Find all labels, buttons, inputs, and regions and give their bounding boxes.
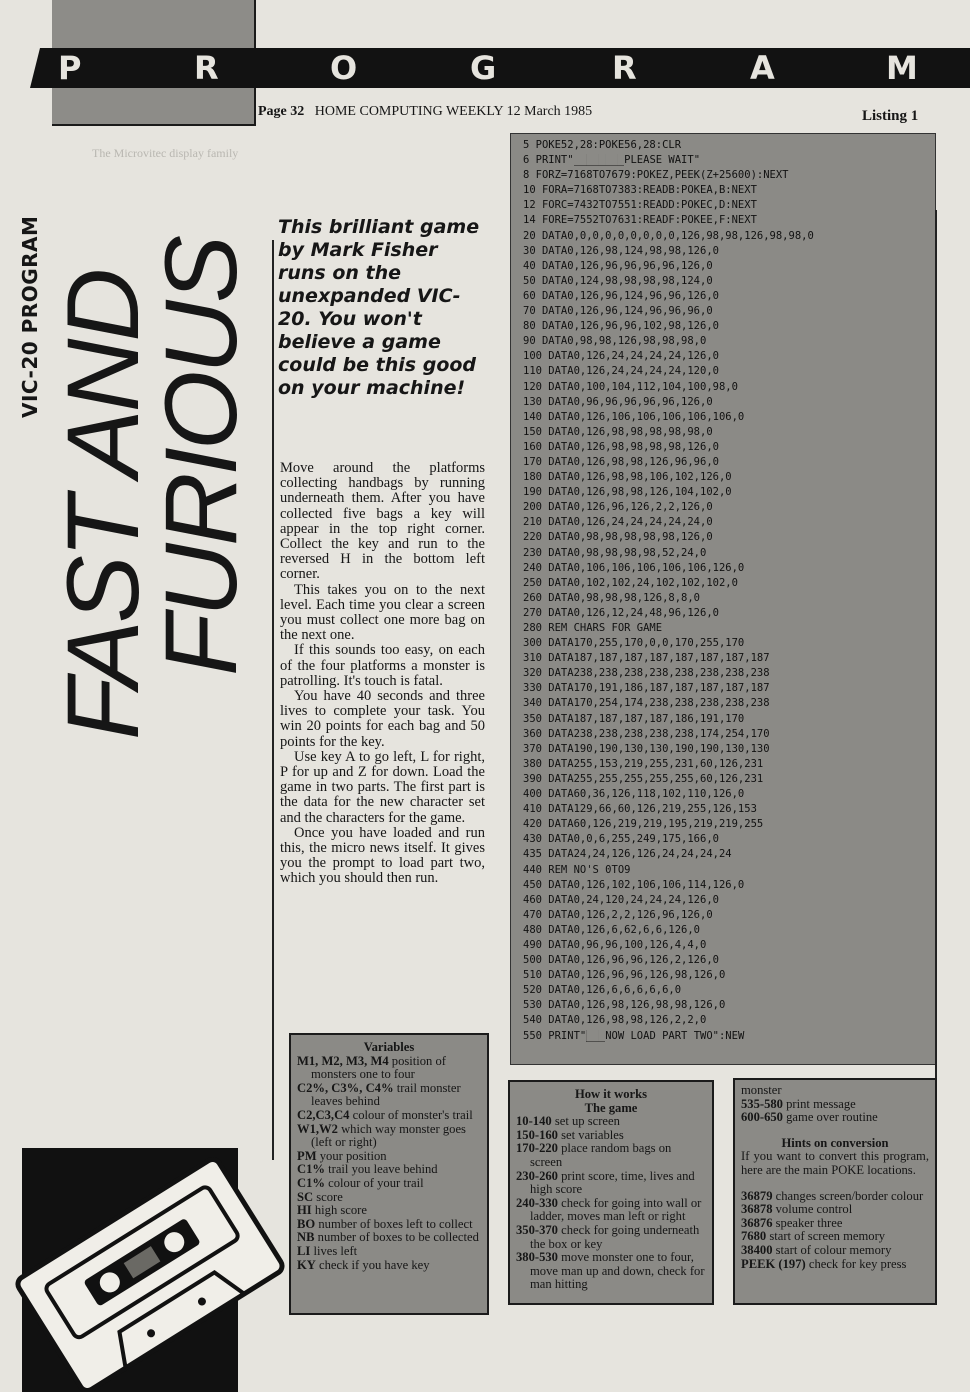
key-value-row <box>516 1142 706 1169</box>
listing-line: 70 DATA0,126,96,124,96,96,96,0 <box>523 305 713 318</box>
banner-letter: A <box>750 49 775 87</box>
key-value-row <box>297 1150 481 1164</box>
show-through-text: The Microvitec display family <box>92 146 239 160</box>
row-key: 36879 <box>741 1188 773 1203</box>
variables-list <box>297 1055 481 1273</box>
listing-line: 80 DATA0,126,96,96,102,98,126,0 <box>523 320 719 333</box>
listing-line: 340 DATA170,254,174,238,238,238,238,238 <box>523 697 770 710</box>
row-value: print score, time, lives and high score <box>530 1168 695 1197</box>
key-value-row <box>741 1111 929 1125</box>
key-value-row <box>297 1123 481 1150</box>
listing-lines <box>523 138 814 1044</box>
listing-line: 280 REM CHARS FOR GAME <box>523 622 663 634</box>
listing-line: 12 FORC=7432TO7551:READD:POKEC,D:NEXT <box>523 199 757 212</box>
listing-line: 210 DATA0,126,24,24,24,24,24,0 <box>523 516 713 529</box>
listing-line: 500 DATA0,126,96,96,126,2,126,0 <box>523 954 719 967</box>
listing-line: 110 DATA0,126,24,24,24,24,120,0 <box>523 365 719 378</box>
row-value: start of screen memory <box>766 1229 886 1244</box>
listing-line: 10 FORA=7168TO7383:READB:POKEA,B:NEXT <box>523 184 757 197</box>
listing-line: 390 DATA255,255,255,255,255,60,126,231 <box>523 772 764 785</box>
listing-line: 14 FORE=7552TO7631:READF:POKEE,F:NEXT <box>523 214 757 227</box>
row-key: 380-530 <box>516 1250 558 1265</box>
listing-line: 330 DATA170,191,186,187,187,187,187,187 <box>523 682 770 695</box>
listing-line: 350 DATA187,187,187,187,186,191,170 <box>523 712 745 725</box>
key-value-row <box>741 1203 929 1217</box>
listing-line: 160 DATA0,126,98,98,98,98,126,0 <box>523 440 719 453</box>
key-value-row <box>516 1224 706 1251</box>
listing-line: 50 DATA0,124,98,98,98,98,124,0 <box>523 274 713 287</box>
row-value: number of boxes to be collected <box>314 1230 479 1245</box>
listing-line: 170 DATA0,126,98,98,126,96,96,0 <box>523 455 719 468</box>
row-value: check for going into wall or ladder, moves man left or right <box>530 1195 702 1224</box>
program-listing <box>510 133 936 1065</box>
how-it-works-box <box>508 1080 714 1305</box>
listing-line: 490 DATA0,96,96,100,126,4,4,0 <box>523 938 707 951</box>
poke-location-list <box>741 1190 929 1272</box>
listing-line: 520 DATA0,126,6,6,6,6,6,0 <box>523 984 682 997</box>
hints-text: If you want to convert this program, here are the main POKE locations. <box>741 1149 929 1177</box>
row-key: HI <box>297 1203 312 1218</box>
row-value: changes screen/border colour <box>772 1188 924 1203</box>
key-value-row <box>297 1055 481 1082</box>
continued-text: monster <box>741 1083 782 1097</box>
listing-line: 220 DATA0,98,98,98,98,98,126,0 <box>523 531 713 544</box>
row-key: 535-580 <box>741 1096 783 1111</box>
article-paragraph: This takes you on to the next level. Each time you clear a screen you must collect one more bag on the next one. <box>280 581 485 644</box>
row-value: start of colour memory <box>772 1242 892 1257</box>
listing-line: 440 REM NO'S 0TO9 <box>523 863 631 876</box>
listing-line: 90 DATA0,98,98,126,98,98,98,0 <box>523 335 707 348</box>
row-key: 600-650 <box>741 1110 783 1125</box>
row-value: set variables <box>557 1127 624 1142</box>
key-value-row <box>297 1204 481 1218</box>
row-value: high score <box>311 1203 367 1218</box>
article-paragraph: Move around the platforms collecting handbags by running underneath them. After you have collected five bags a key will appear in the top right corner. Collect the key and run to the reversed H in the bottom left corner. <box>280 460 485 583</box>
article-paragraph: If this sounds too easy, on each of the four platforms a monster is patrolling. It's touch is fatal. <box>280 642 485 689</box>
row-key: C2,C3,C4 <box>297 1107 350 1122</box>
listing-line: 8 FORZ=7168TO7679:POKEZ,PEEK(Z+25600):NEXT <box>523 169 789 182</box>
row-key: KY <box>297 1257 316 1272</box>
listing-line: 20 DATA0,0,0,0,0,0,0,0,0,126,98,98,126,98,98,0 <box>523 229 814 242</box>
key-value-row <box>516 1251 706 1292</box>
row-key: 36878 <box>741 1202 773 1217</box>
cassette-icon <box>0 1140 300 1392</box>
row-value: speaker three <box>772 1215 843 1230</box>
listing-line: 260 DATA0,98,98,98,126,8,8,0 <box>523 591 701 604</box>
listing-line: 550 PRINT"███NOW LOAD PART TWO":NEW <box>523 1029 745 1042</box>
listing-line: 320 DATA238,238,238,238,238,238,238,238 <box>523 667 770 680</box>
banner-letter: M <box>886 49 918 87</box>
routine-list <box>741 1098 929 1125</box>
key-value-row <box>297 1218 481 1232</box>
row-value: trail you leave behind <box>325 1162 438 1177</box>
banner-letter: G <box>470 49 497 87</box>
row-value: set up screen <box>551 1114 620 1129</box>
row-key: 36876 <box>741 1215 773 1230</box>
row-value: number of boxes left to collect <box>315 1216 473 1231</box>
key-value-row <box>516 1129 706 1143</box>
conversion-box <box>733 1078 937 1305</box>
title-line-1: FAST AND <box>46 270 160 740</box>
listing-line: 530 DATA0,126,98,126,98,98,126,0 <box>523 999 726 1012</box>
listing-line: 460 DATA0,24,120,24,24,24,126,0 <box>523 893 719 906</box>
key-value-row <box>516 1115 706 1129</box>
listing-line: 100 DATA0,126,24,24,24,24,126,0 <box>523 350 719 363</box>
how-it-works-list <box>516 1115 706 1292</box>
listing-line: 270 DATA0,126,12,24,48,96,126,0 <box>523 606 719 619</box>
row-value: volume control <box>772 1202 853 1217</box>
listing-line: 190 DATA0,126,98,98,126,104,102,0 <box>523 486 732 499</box>
row-key: C2%, C3%, C4% <box>297 1080 394 1095</box>
row-value: print message <box>782 1096 856 1111</box>
listing-line: 300 DATA170,255,170,0,0,170,255,170 <box>523 637 745 650</box>
key-value-row <box>741 1244 929 1258</box>
banner-letter: O <box>330 49 358 87</box>
listing-line: 240 DATA0,106,106,106,106,106,126,0 <box>523 561 745 574</box>
listing-line: 380 DATA255,153,219,255,231,60,126,231 <box>523 757 764 770</box>
key-value-row <box>297 1163 481 1177</box>
listing-line: 420 DATA60,126,219,219,195,219,219,255 <box>523 818 764 831</box>
row-key: 10-140 <box>516 1114 552 1129</box>
row-value: check if you have key <box>315 1257 430 1272</box>
listing-line: 435 DATA24,24,126,126,24,24,24,24 <box>523 848 732 861</box>
row-key: C1% <box>297 1162 325 1177</box>
article-paragraph: You have 40 seconds and three lives to complete your task. You win 20 points for each bag and 50 points for the key. <box>280 688 485 750</box>
listing-line: 120 DATA0,100,104,112,104,100,98,0 <box>523 380 738 393</box>
row-value: which way monster goes (left or right) <box>311 1121 466 1150</box>
listing-line: 130 DATA0,96,96,96,96,96,126,0 <box>523 395 713 408</box>
row-value: game over routine <box>782 1110 878 1125</box>
key-value-row <box>741 1217 929 1231</box>
row-key: M1, M2, M3, M4 <box>297 1053 389 1068</box>
key-value-row <box>297 1245 481 1259</box>
listing-line: 370 DATA190,190,130,130,190,190,130,130 <box>523 742 770 755</box>
key-value-row <box>741 1258 929 1272</box>
listing-line: 6 PRINT"████████PLEASE WAIT" <box>523 154 701 167</box>
variables-title: Variables <box>363 1040 415 1054</box>
listing-line: 360 DATA238,238,238,238,238,174,254,170 <box>523 727 770 740</box>
row-value: place random bags on screen <box>530 1141 672 1169</box>
hints-title: Hints on conversion <box>781 1135 889 1150</box>
key-value-row <box>516 1197 706 1224</box>
page-number: Page 32 <box>258 104 305 119</box>
article-paragraph: Use key A to go left, L for right, P for up and Z for down. Load the game in two parts. The first part is the data for the new character set and the characters for the game. <box>280 748 485 826</box>
row-key: W1,W2 <box>297 1121 338 1136</box>
listing-rule <box>935 210 937 1080</box>
key-value-row <box>516 1170 706 1197</box>
program-banner <box>30 48 970 88</box>
banner-letter: P <box>58 49 82 87</box>
article-paragraph: Once you have loaded and run this, the micro news itself. It gives you the prompt to load part two, which you should then run. <box>280 824 485 887</box>
row-key: SC <box>297 1189 314 1204</box>
listing-line: 250 DATA0,102,102,24,102,102,102,0 <box>523 576 738 589</box>
row-value: colour of your trail <box>325 1175 424 1190</box>
row-key: 350-370 <box>516 1222 558 1237</box>
listing-line: 480 DATA0,126,6,62,6,6,126,0 <box>523 923 701 936</box>
listing-line: 150 DATA0,126,98,98,98,98,98,0 <box>523 425 713 438</box>
key-value-row <box>297 1109 481 1123</box>
how-it-works-title: How it works <box>574 1087 648 1101</box>
page-header <box>258 104 592 120</box>
variables-box <box>289 1033 489 1315</box>
key-value-row <box>297 1082 481 1109</box>
row-key: NB <box>297 1230 315 1245</box>
row-value: check for key press <box>805 1256 907 1271</box>
row-value: your position <box>316 1148 387 1163</box>
row-key: PM <box>297 1148 317 1163</box>
row-value: check for going underneath the box or key <box>530 1222 700 1251</box>
title-line-2: FURIOUS <box>144 238 258 676</box>
publication-line: HOME COMPUTING WEEKLY 12 March 1985 <box>314 104 593 119</box>
listing-line: 410 DATA129,66,60,126,219,255,126,153 <box>523 803 757 816</box>
listing-line: 430 DATA0,0,6,255,249,175,166,0 <box>523 833 719 846</box>
row-value: trail monster leaves behind <box>311 1080 461 1109</box>
row-value: colour of monster's trail <box>349 1107 473 1122</box>
listing-line: 40 DATA0,126,96,96,96,96,126,0 <box>523 259 713 272</box>
listing-line: 140 DATA0,126,106,106,106,106,106,0 <box>523 410 745 423</box>
row-key: 38400 <box>741 1242 773 1257</box>
banner-letter: R <box>194 49 219 87</box>
row-key: 240-330 <box>516 1195 558 1210</box>
row-value: position of monsters one to four <box>311 1053 446 1082</box>
key-value-row <box>297 1191 481 1205</box>
key-value-row <box>297 1231 481 1245</box>
listing-line: 180 DATA0,126,98,98,106,102,126,0 <box>523 471 732 484</box>
listing-line: 5 POKE52,28:POKE56,28:CLR <box>523 139 682 151</box>
listing-line: 60 DATA0,126,96,124,96,96,126,0 <box>523 289 719 302</box>
how-it-works-subtitle: The game <box>584 1100 638 1115</box>
banner-letter: R <box>612 49 637 87</box>
row-key: BO <box>297 1216 316 1231</box>
listing-line: 200 DATA0,126,96,126,2,2,126,0 <box>523 501 713 514</box>
row-key: 170-220 <box>516 1141 558 1156</box>
listing-line: 400 DATA60,36,126,118,102,110,126,0 <box>523 788 745 801</box>
standfirst: This brilliant game by Mark Fisher runs on the unexpanded VIC-20. You won't believe a game could be this good on your machine! <box>278 216 480 399</box>
row-key: 150-160 <box>516 1127 558 1142</box>
key-value-row <box>297 1177 481 1191</box>
article-body <box>280 461 485 887</box>
row-key: 7680 <box>741 1229 767 1244</box>
listing-line: 510 DATA0,126,96,96,126,98,126,0 <box>523 969 726 982</box>
listing-line: 450 DATA0,126,102,106,106,114,126,0 <box>523 878 745 891</box>
column-rule <box>272 240 274 1160</box>
key-value-row <box>741 1230 929 1244</box>
listing-line: 30 DATA0,126,98,124,98,98,126,0 <box>523 244 719 257</box>
listing-label: Listing 1 <box>862 108 919 124</box>
section-tag: VIC-20 PROGRAM <box>18 215 42 418</box>
listing-line: 470 DATA0,126,2,2,126,96,126,0 <box>523 908 713 921</box>
key-value-row <box>741 1098 929 1112</box>
row-key: C1% <box>297 1175 325 1190</box>
key-value-row <box>297 1259 481 1273</box>
row-key: 230-260 <box>516 1168 558 1183</box>
listing-line: 230 DATA0,98,98,98,98,52,24,0 <box>523 546 707 559</box>
row-key: LI <box>297 1243 311 1258</box>
listing-line: 310 DATA187,187,187,187,187,187,187,187 <box>523 652 770 665</box>
row-value: move monster one to four, move man up and down, check for man hitting <box>530 1250 705 1292</box>
key-value-row <box>741 1190 929 1204</box>
row-key: PEEK (197) <box>741 1256 806 1271</box>
row-value: score <box>313 1189 343 1204</box>
listing-line: 540 DATA0,126,98,98,126,2,2,0 <box>523 1014 707 1027</box>
row-value: lives left <box>310 1243 358 1258</box>
